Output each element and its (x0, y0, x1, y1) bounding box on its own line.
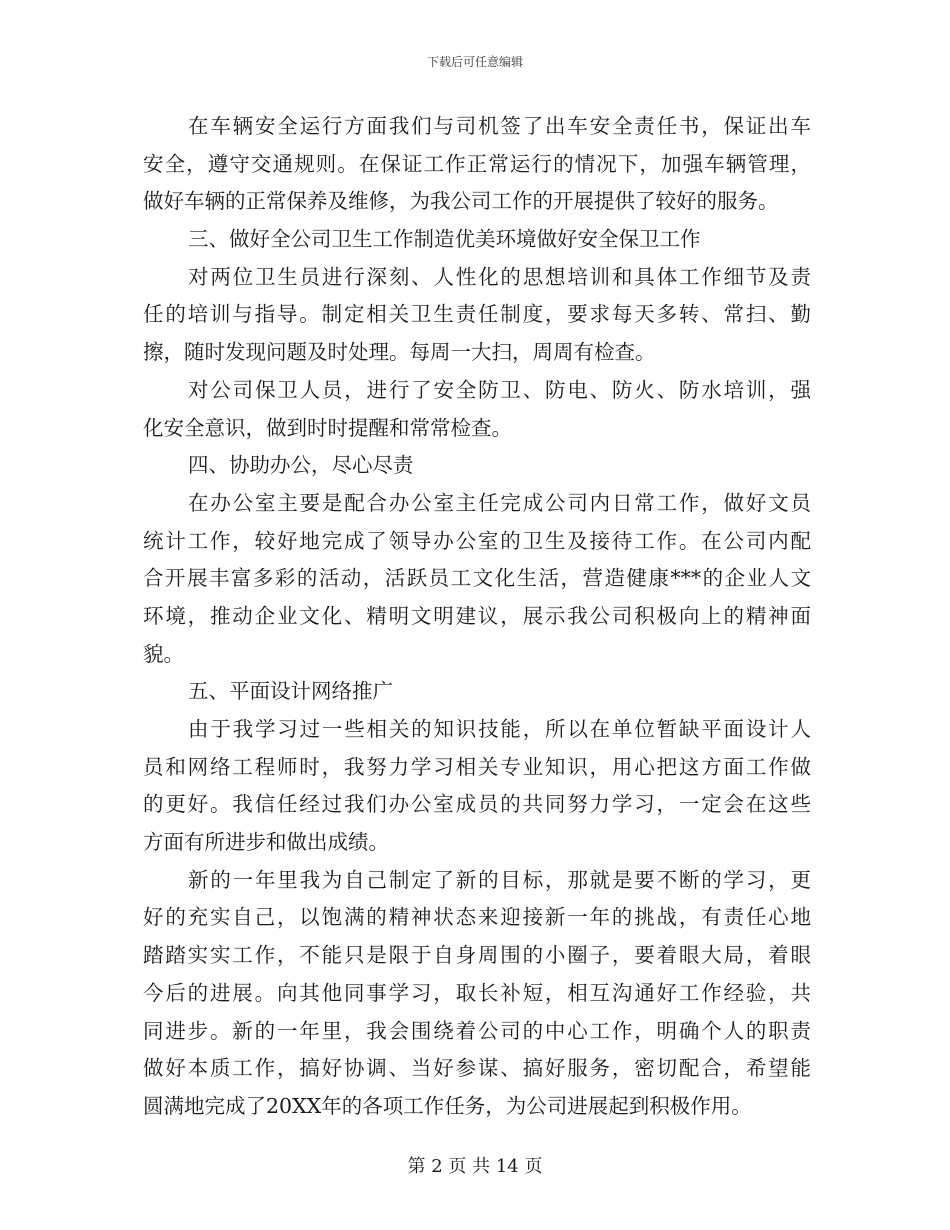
text-line: 的更好。我信任经过我们办公室成员的共同努力学习，一定会在这些 (143, 792, 811, 817)
document-body (143, 108, 811, 1126)
text-line: 环境，推动企业文化、精明文明建议，展示我公司积极向上的精神面 (143, 603, 811, 628)
text-line: 合开展丰富多彩的活动，活跃员工文化生活，营造健康***的企业人文 (143, 566, 811, 591)
text-line: 五、平面设计网络推广 (188, 679, 393, 704)
page-footer: 第 2 页 共 14 页 (407, 1156, 543, 1177)
text-line: 四、协助办公，尽心尽责 (188, 453, 414, 478)
text-line: 由于我学习过一些相关的知识技能，所以在单位暂缺平面设计人 (188, 717, 811, 741)
text-line: 同进步。新的一年里，我会围绕着公司的中心工作，明确个人的职责 (143, 1018, 811, 1043)
text-line: 对公司保卫人员，进行了安全防卫、防电、防火、防水培训，强 (188, 377, 811, 402)
text-line: 化安全意识，做到时时提醒和常常检查。 (143, 415, 512, 440)
text-line: 圆满地完成了20XX年的各项工作任务，为公司进展起到积极作用。 (143, 1093, 752, 1118)
text-line: 貌。 (143, 641, 184, 666)
text-line: 在车辆安全运行方面我们与司机签了出车安全责任书，保证出车 (188, 114, 811, 138)
text-line: 安全，遵守交通规则。在保证工作正常运行的情况下，加强车辆管理， (143, 151, 811, 176)
text-line: 任的培训与指导。制定相关卫生责任制度，要求每天多转、常扫、勤 (143, 302, 811, 327)
text-line: 踏踏实实工作，不能只是限于自身周围的小圈子，要着眼大局，着眼 (143, 943, 811, 968)
text-line: 统计工作，较好地完成了领导办公室的卫生及接待工作。在公司内配 (143, 528, 811, 553)
text-line: 在办公室主要是配合办公室主任完成公司内日常工作，做好文员 (188, 490, 811, 515)
text-line: 对两位卫生员进行深刻、人性化的思想培训和具体工作细节及责 (188, 264, 811, 289)
text-line: 员和网络工程师时，我努力学习相关专业知识，用心把这方面工作做 (143, 754, 811, 779)
text-line: 新的一年里我为自己制定了新的目标，那就是要不断的学习，更 (188, 867, 811, 892)
text-line: 今后的进展。向其他同事学习，取长补短，相互沟通好工作经验，共 (143, 980, 811, 1005)
page-header: 下载后可任意编辑 (426, 55, 523, 69)
text-line: 做好本质工作，搞好协调、当好参谋、搞好服务，密切配合，希望能 (143, 1056, 811, 1081)
text-line: 好的充实自己，以饱满的精神状态来迎接新一年的挑战，有责任心地 (143, 905, 811, 930)
text-line: 擦，随时发现问题及时处理。每周一大扫，周周有检查。 (143, 340, 656, 365)
text-line: 三、做好全公司卫生工作制造优美环境做好安全保卫工作 (188, 227, 701, 252)
text-line: 方面有所进步和做出成绩。 (143, 830, 389, 855)
text-line: 做好车辆的正常保养及维修，为我公司工作的开展提供了较好的服务。 (143, 189, 779, 214)
